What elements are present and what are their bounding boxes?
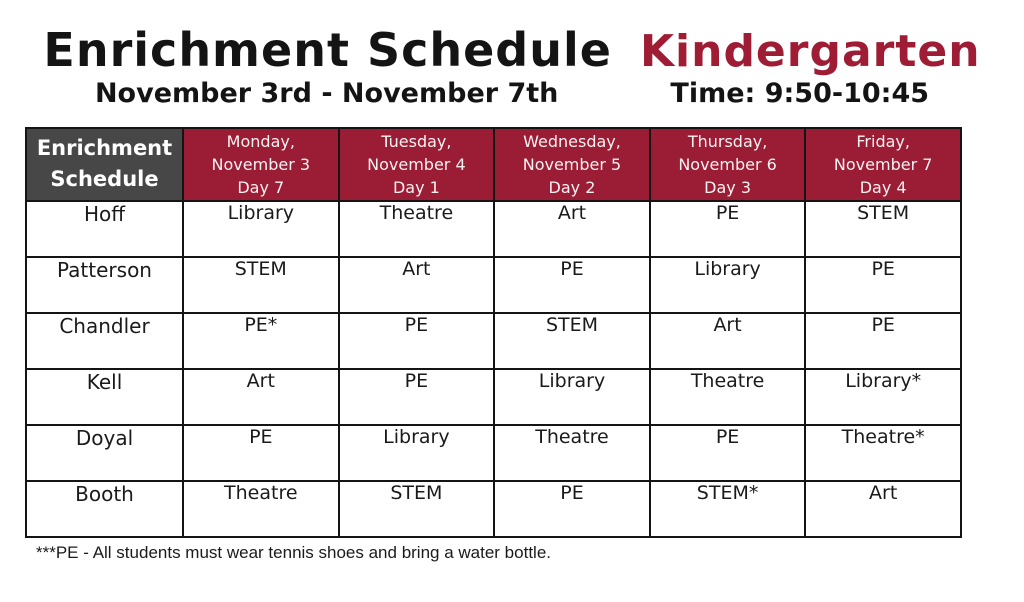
teacher-name: Chandler <box>26 313 183 369</box>
time-label: Time: 9:50-10:45 <box>670 78 930 110</box>
day-date: November 7 <box>833 154 933 174</box>
activity-cell: STEM <box>494 313 650 369</box>
activity-cell: Art <box>183 369 339 425</box>
activity-cell: Theatre <box>650 369 806 425</box>
activity-cell: Theatre <box>494 425 650 481</box>
table-row-chandler <box>26 313 961 369</box>
activity-cell: STEM <box>183 257 339 313</box>
activity-cell: Library* <box>805 369 961 425</box>
subtitle-row <box>0 79 1024 109</box>
day-date: November 6 <box>678 154 777 174</box>
day-name: Tuesday, <box>381 131 452 151</box>
activity-cell: STEM <box>339 481 495 537</box>
table-row-patterson <box>26 257 961 313</box>
day-name: Friday, <box>856 131 910 151</box>
day-name: Monday, <box>226 131 295 151</box>
activity-cell: PE <box>183 425 339 481</box>
activity-cell: Art <box>339 257 495 313</box>
activity-cell: PE <box>805 313 961 369</box>
day-name: Thursday, <box>687 131 768 151</box>
activity-cell: STEM* <box>650 481 806 537</box>
day-cycle: Day 3 <box>704 177 751 197</box>
table-row-kell <box>26 369 961 425</box>
teacher-name: Booth <box>26 481 183 537</box>
table-row-hoff <box>26 201 961 257</box>
activity-cell: Library <box>339 425 495 481</box>
column-header-wednesday <box>494 128 650 201</box>
activity-cell: PE <box>339 369 495 425</box>
activity-cell: Library <box>650 257 806 313</box>
corner-header-line2: Schedule <box>50 167 159 192</box>
activity-cell: Library <box>494 369 650 425</box>
activity-cell: PE <box>650 201 806 257</box>
activity-cell: Art <box>650 313 806 369</box>
teacher-name: Doyal <box>26 425 183 481</box>
table-row-booth <box>26 481 961 537</box>
activity-cell: Art <box>494 201 650 257</box>
enrichment-schedule-table <box>25 127 962 538</box>
teacher-name: Hoff <box>26 201 183 257</box>
activity-cell: Theatre* <box>805 425 961 481</box>
teacher-name: Kell <box>26 369 183 425</box>
activity-cell: PE <box>805 257 961 313</box>
title-row <box>0 23 1024 77</box>
heading-block <box>0 0 1024 109</box>
corner-header-line1: Enrichment <box>36 135 173 160</box>
activity-cell: STEM <box>805 201 961 257</box>
day-cycle: Day 4 <box>859 177 907 197</box>
day-cycle: Day 1 <box>392 177 440 197</box>
day-date: November 4 <box>367 154 466 174</box>
day-name: Wednesday, <box>523 131 621 151</box>
activity-cell: PE* <box>183 313 339 369</box>
day-cycle: Day 7 <box>237 177 285 197</box>
pe-footnote: ***PE - All students must wear tennis shoes and bring a water bottle. <box>36 542 551 562</box>
page-title: Enrichment Schedule <box>43 23 612 77</box>
day-date: November 3 <box>211 154 311 174</box>
table-row-doyal <box>26 425 961 481</box>
corner-header-cell <box>26 128 183 201</box>
grade-title: Kindergarten <box>639 26 981 77</box>
column-header-thursday <box>650 128 806 201</box>
activity-cell: Art <box>805 481 961 537</box>
column-header-tuesday <box>339 128 495 201</box>
activity-cell: Theatre <box>183 481 339 537</box>
day-date: November 5 <box>522 154 622 174</box>
activity-cell: Library <box>183 201 339 257</box>
column-header-monday <box>183 128 339 201</box>
activity-cell: PE <box>494 481 650 537</box>
activity-cell: PE <box>494 257 650 313</box>
column-header-friday <box>805 128 961 201</box>
table-header-row <box>26 128 961 201</box>
day-cycle: Day 2 <box>548 177 596 197</box>
activity-cell: PE <box>339 313 495 369</box>
activity-cell: PE <box>650 425 806 481</box>
teacher-name: Patterson <box>26 257 183 313</box>
date-range: November 3rd - November 7th <box>94 78 559 110</box>
activity-cell: Theatre <box>339 201 495 257</box>
